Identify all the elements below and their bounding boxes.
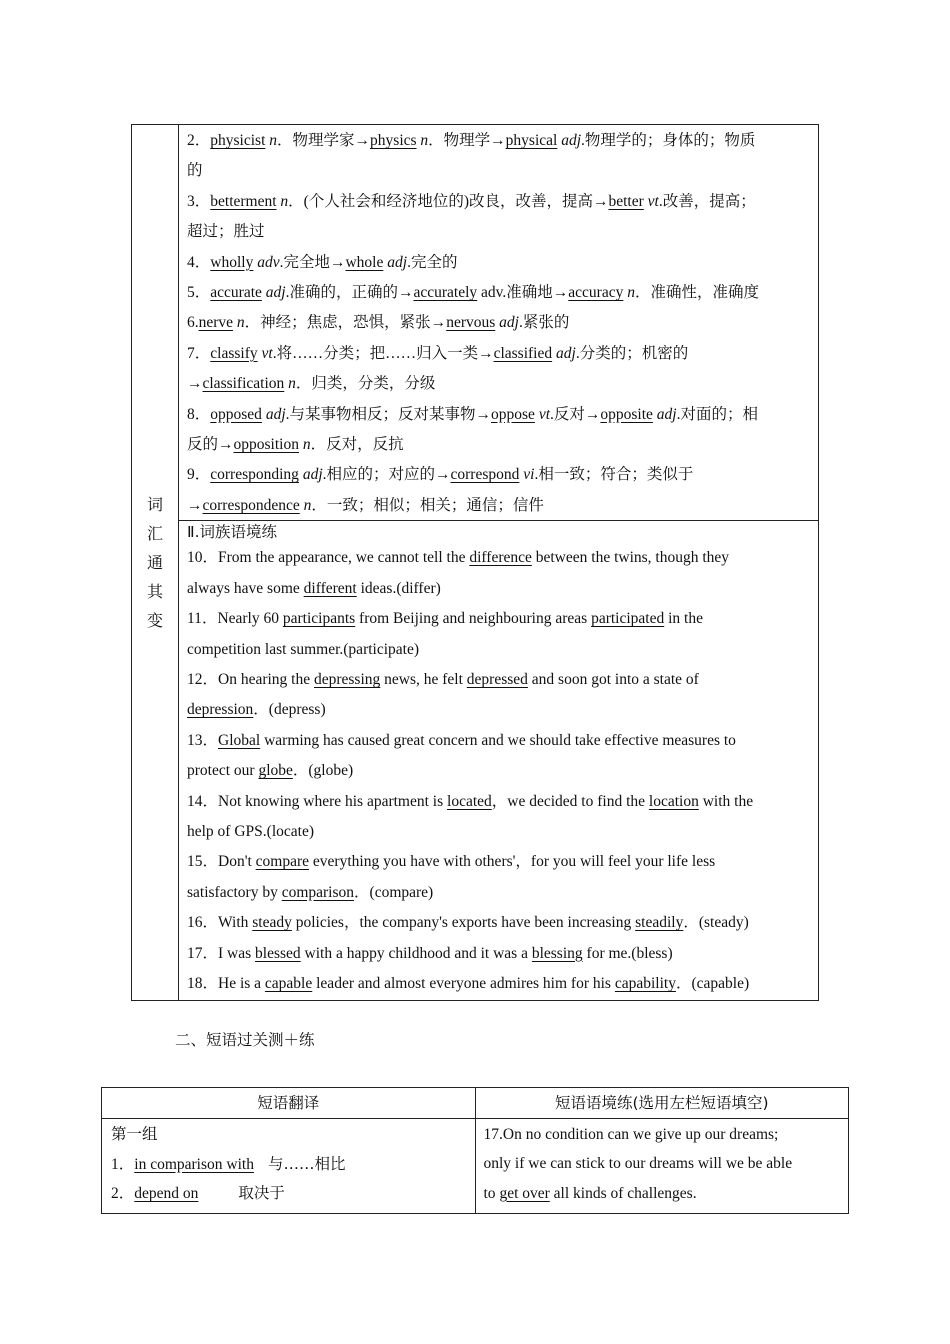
text-run: news, he felt [380, 670, 467, 688]
part-of-speech: adj [499, 314, 519, 332]
part-of-speech: adj [561, 132, 582, 149]
group-label: 第一组 [111, 1125, 158, 1143]
text-run: everything you have with others'，for you will feel your life less [309, 853, 716, 871]
item-number: 13 [187, 731, 203, 749]
practice-item [187, 969, 810, 999]
part-of-speech: vt [647, 192, 659, 210]
practice-item [187, 908, 810, 938]
part-of-speech: n [288, 375, 296, 393]
text-run: ．物理学→ [428, 132, 506, 149]
phrase-text: depend on [134, 1185, 199, 1202]
text-run: competition last summer.(participate) [187, 640, 420, 658]
word-family-item [187, 400, 810, 430]
text-run: .物理学的；身体的；物质 [581, 132, 756, 149]
text-run: to [483, 1184, 500, 1202]
text-run: → [187, 375, 203, 393]
text-run: with a happy childhood and it was a [300, 944, 532, 962]
answer-word: steadily [635, 914, 684, 932]
text-run: ．归类，分类，分级 [295, 375, 436, 393]
text-run: .紧张的 [518, 314, 570, 332]
part-of-speech: n [303, 496, 312, 514]
exercise-text [484, 1120, 840, 1208]
phrase-meaning: 与……相比 [267, 1154, 346, 1173]
answer-word: participants [282, 610, 356, 628]
text-run: ．神经；焦虑，恐惧，紧张→ [244, 314, 447, 332]
text-run: ． [202, 731, 219, 749]
answer-word: difference [469, 549, 532, 567]
item-number: 12 [187, 670, 203, 688]
text-run: 17.On no condition can we give up our dreams; [483, 1126, 779, 1143]
text-run: .与某事物相反；反对某事物→ [285, 405, 492, 423]
answer-word: capable [264, 974, 313, 992]
item-number: 5 [187, 284, 195, 302]
item-number: 10 [187, 549, 203, 567]
answer-word: compare [255, 853, 310, 871]
practice-title: Ⅱ.词族语境练 [187, 523, 278, 542]
exercise-line [484, 1120, 840, 1149]
part-of-speech: n [302, 436, 311, 454]
answer-word: betterment [210, 192, 277, 210]
answer-word: globe [258, 762, 293, 780]
text-run: 的 [187, 162, 203, 180]
answer-word: nerve [198, 314, 234, 332]
text-run: 反的→ [187, 436, 234, 454]
exercise-line [484, 1179, 840, 1208]
answer-word: classify [210, 344, 258, 362]
answer-word: better [608, 192, 644, 210]
text-run: .反对→ [550, 405, 601, 423]
item-number: 16 [187, 914, 203, 932]
practice-item [187, 847, 810, 877]
text-run: ．From the appearance, we cannot tell the [202, 549, 470, 567]
part-of-speech: adj [265, 284, 286, 302]
answer-word: participated [591, 610, 665, 628]
practice-item-continued [187, 695, 810, 725]
item-number: 15 [187, 853, 203, 871]
answer-word: accuracy [568, 284, 624, 302]
part-of-speech: adj [556, 344, 576, 362]
text-run: between the twins, though they [531, 549, 730, 567]
item-number: 9 [187, 466, 195, 484]
text-run: ．一致；相似；相关；通信；信件 [311, 496, 544, 514]
practice-item [187, 665, 810, 695]
answer-word: oppose [491, 405, 535, 423]
item-number: 11 [187, 610, 202, 628]
item-number: 17 [187, 944, 203, 962]
text-run: ．准确性，准确度 [634, 284, 759, 302]
side-label-char: 词 [146, 495, 163, 515]
item-number: 4 [187, 253, 195, 271]
part-of-speech: n [236, 314, 245, 332]
exercise-line [484, 1149, 840, 1178]
answer-word: accurately [413, 284, 478, 302]
text-run: ．Nearly 60 [201, 610, 283, 628]
answer-word: location [648, 792, 699, 810]
item-number: 18 [187, 974, 203, 992]
answer-word: correspond [450, 466, 520, 484]
text-run: ideas.(differ) [356, 579, 441, 597]
answer-word: get over [499, 1184, 550, 1202]
phrase-item: 1．in comparison with 与……相比 [111, 1150, 466, 1180]
part-of-speech: n [627, 284, 635, 302]
phrase-text: in comparison with [134, 1155, 254, 1173]
side-label-char: 变 [146, 611, 163, 631]
answer-word: physicist [210, 132, 266, 149]
practice-item-continued [187, 574, 810, 604]
text-run: ． [194, 466, 211, 484]
text-run: ．I was [202, 944, 256, 962]
text-run: always have some [187, 579, 304, 597]
answer-word: steady [252, 914, 292, 932]
text-run: ．On hearing the [202, 670, 314, 688]
answer-word: nervous [446, 314, 496, 332]
answer-word: opposite [600, 405, 653, 423]
text-run: .完全的 [407, 253, 458, 271]
practice-list [187, 543, 810, 999]
answer-word: capability [614, 974, 676, 992]
practice-item [187, 939, 810, 969]
phrase-table [101, 1087, 849, 1214]
vocabulary-body [179, 125, 819, 1001]
part-of-speech: adv [257, 253, 280, 271]
text-run: ．(compare) [354, 883, 434, 901]
practice-item-continued [187, 635, 810, 665]
text-run: .分类的；机密的 [575, 344, 689, 362]
practice-item-continued [187, 756, 810, 786]
part-of-speech: adj [302, 466, 323, 484]
answer-word: comparison [281, 883, 355, 901]
word-family-item-continued [187, 491, 810, 521]
answer-word: opposition [233, 436, 299, 454]
text-run: ． [194, 405, 211, 423]
phrase-number: 1 [111, 1155, 119, 1173]
side-label-char: 其 [146, 582, 163, 602]
answer-word: depressing [313, 670, 381, 688]
word-family-item [187, 339, 810, 369]
text-run: ．(个人社会和经济地位的)改良，改善，提高→ [288, 192, 609, 210]
part-of-speech: vi [523, 466, 535, 484]
phrase-number: 2 [111, 1185, 119, 1202]
word-family-item [187, 278, 810, 308]
phrase-section-title: 二、短语过关测＋练 [175, 1031, 315, 1049]
text-run: ． [194, 132, 211, 149]
answer-word: opposed [210, 405, 262, 423]
item-number: 8 [187, 405, 195, 423]
text-run: with the [698, 792, 754, 810]
text-run: .完全地→ [279, 253, 346, 271]
text-run: ．Don't [202, 853, 256, 871]
text-run: only if we can stick to our dreams will we be able [483, 1155, 793, 1173]
part-of-speech: vt [261, 344, 273, 362]
text-run: . [194, 314, 199, 332]
text-run: .相一致；符合；类似于 [534, 466, 694, 484]
part-of-speech: adj [387, 253, 408, 271]
text-run: help of GPS.(locate) [187, 822, 314, 840]
part-of-speech: n [269, 132, 278, 149]
answer-word: blessed [255, 944, 301, 962]
item-number: 2 [187, 132, 195, 149]
text-run: ． [194, 192, 211, 210]
text-run: ．(steady) [683, 914, 749, 932]
text-run: ． [194, 253, 211, 271]
answer-word: physics [370, 132, 417, 149]
text-run: .将……分类；把……归入一类→ [272, 344, 494, 362]
text-run: and soon got into a state of [527, 670, 699, 688]
exercise-cell [475, 1119, 849, 1214]
word-family-item-continued [187, 217, 810, 247]
word-family-list [187, 126, 810, 521]
answer-word: classified [493, 344, 553, 362]
practice-item-continued [187, 878, 810, 908]
text-run: ．(capable) [675, 974, 750, 992]
text-run: → [187, 496, 203, 514]
phrase-item: 2．depend on 取决于 [111, 1179, 466, 1209]
text-run: from Beijing and neighbouring areas [355, 610, 592, 628]
text-run: ．物理学家→ [277, 132, 371, 149]
item-number: 14 [187, 792, 203, 810]
text-run: .准确的，正确的→ [285, 284, 414, 302]
side-label-char: 汇 [146, 524, 163, 544]
item-number: 6 [187, 314, 195, 332]
item-number: 7 [187, 344, 195, 362]
answer-word: physical [505, 132, 558, 149]
part-of-speech: vt [538, 405, 550, 423]
answer-word: correspondence [202, 496, 300, 514]
answer-word: located [447, 792, 492, 810]
answer-word: wholly [210, 253, 254, 271]
text-run: adv.准确地→ [477, 284, 569, 302]
answer-word: Global [218, 731, 261, 749]
word-family-item-continued [187, 430, 810, 460]
phrase-list-cell [102, 1119, 476, 1214]
text-run: ． [194, 344, 211, 362]
practice-item [187, 787, 810, 817]
text-run: satisfactory by [187, 883, 282, 901]
word-family-item [187, 187, 810, 217]
answer-word: whole [345, 253, 384, 271]
text-run: .相应的；对应的→ [322, 466, 451, 484]
phrase-meaning: 取决于 [238, 1184, 285, 1202]
answer-word: classification [202, 375, 285, 393]
answer-word: blessing [531, 944, 583, 962]
text-run: .改善，提高； [658, 192, 756, 210]
side-label-char: 通 [146, 553, 163, 573]
phrase-header-left: 短语翻译 [102, 1088, 476, 1119]
practice-item-continued [187, 817, 810, 847]
text-run: ．反对，反抗 [310, 436, 404, 454]
practice-subsection [179, 520, 818, 999]
part-of-speech: n [280, 192, 289, 210]
part-of-speech: adj [656, 405, 677, 423]
text-run: ．He is a [202, 974, 265, 992]
text-run: protect our [187, 762, 259, 780]
text-run: for me.(bless) [582, 944, 673, 962]
item-number: 3 [187, 192, 195, 210]
text-run: warming has caused great concern and we should take effective measures to [260, 731, 736, 749]
practice-item [187, 543, 810, 573]
answer-word: depressed [466, 670, 528, 688]
phrase-header-right: 短语语境练(选用左栏短语填空) [475, 1088, 849, 1119]
part-of-speech: adj [265, 405, 286, 423]
answer-word: corresponding [210, 466, 299, 484]
word-family-item [187, 308, 810, 338]
text-run: ．With [202, 914, 253, 932]
word-family-item-continued [187, 369, 810, 399]
word-family-item [187, 460, 810, 490]
text-run: .对面的；相 [676, 405, 758, 423]
word-family-item [187, 248, 810, 278]
text-run: 超过；胜过 [187, 223, 265, 241]
text-run: ．(globe) [292, 762, 354, 780]
text-run: ．Not knowing where his apartment is [202, 792, 448, 810]
text-run: in the [664, 610, 703, 628]
answer-word: different [303, 579, 357, 597]
text-run: leader and almost everyone admires him for his [312, 974, 615, 992]
answer-word: depression [187, 701, 254, 719]
answer-word: accurate [210, 284, 262, 302]
text-run: ． [194, 284, 211, 302]
text-run: ，we decided to find the [491, 792, 649, 810]
practice-item [187, 604, 810, 634]
vocabulary-table [131, 124, 819, 1001]
part-of-speech: n [420, 132, 429, 149]
side-label-cell [132, 125, 179, 1001]
text-run: policies，the company's exports have been increasing [291, 914, 636, 932]
word-family-item-continued [187, 156, 810, 186]
text-run: ．(depress) [253, 701, 326, 719]
word-family-item [187, 126, 810, 156]
practice-item [187, 726, 810, 756]
text-run: all kinds of challenges. [549, 1184, 697, 1202]
